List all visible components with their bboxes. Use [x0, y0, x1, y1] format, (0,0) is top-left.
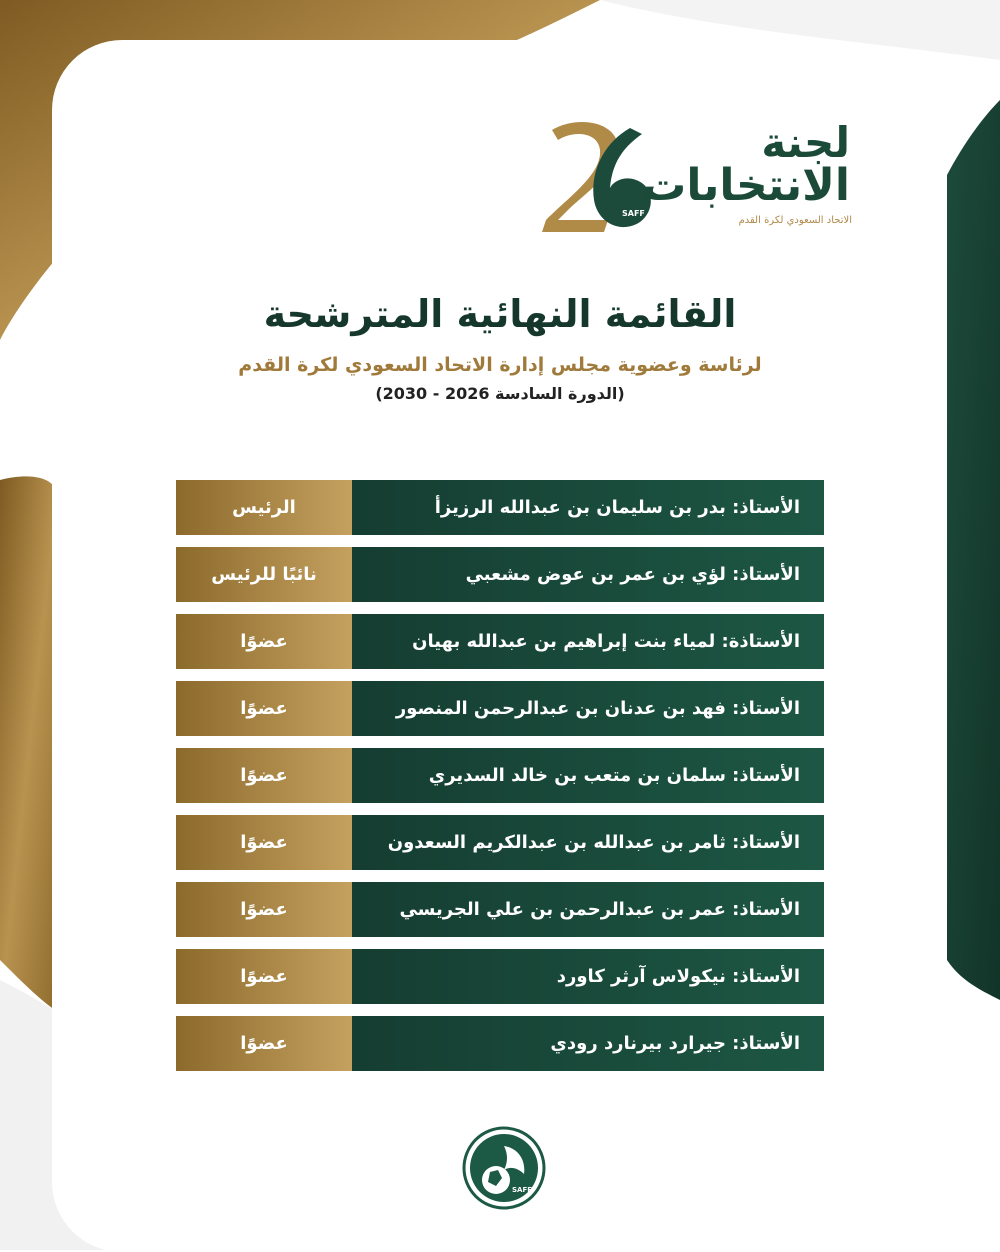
logo-line-2: الانتخابات: [642, 160, 850, 211]
logo-subline: الاتحاد السعودي لكرة القدم: [738, 215, 852, 226]
candidate-row: [176, 480, 824, 535]
candidate-list: [176, 480, 824, 1083]
candidate-role: عضوًا: [176, 681, 352, 736]
candidate-role: عضوًا: [176, 815, 352, 870]
candidate-name: الأستاذ: بدر بن سليمان بن عبدالله الرزيزأ: [352, 480, 824, 535]
page-title: القائمة النهائية المترشحة: [263, 292, 737, 336]
emblem-text: SAFF: [512, 1186, 533, 1194]
candidate-row: [176, 815, 824, 870]
logo-mark-text: SAFF: [622, 209, 645, 218]
page-subtitle: لرئاسة وعضوية مجلس إدارة الاتحاد السعودي لكرة القدم: [238, 354, 762, 376]
candidate-name: الأستاذ: ثامر بن عبدالله بن عبدالكريم السعدون: [352, 815, 824, 870]
candidate-name: الأستاذ: نيكولاس آرثر كاورد: [352, 949, 824, 1004]
candidate-row: [176, 949, 824, 1004]
candidate-row: [176, 614, 824, 669]
candidate-name: الأستاذ: لؤي بن عمر بن عوض مشعبي: [352, 547, 824, 602]
candidate-role: عضوًا: [176, 614, 352, 669]
candidate-name: الأستاذة: لمياء بنت إبراهيم بن عبدالله بهيان: [352, 614, 824, 669]
candidate-row: [176, 748, 824, 803]
candidate-role: عضوًا: [176, 949, 352, 1004]
logo-line-1: لجنة: [761, 118, 850, 167]
candidate-row: [176, 882, 824, 937]
saff-emblem-icon: [462, 1126, 546, 1210]
candidate-role: عضوًا: [176, 748, 352, 803]
candidate-role: عضوًا: [176, 882, 352, 937]
candidate-name: الأستاذ: سلمان بن متعب بن خالد السديري: [352, 748, 824, 803]
candidate-role: عضوًا: [176, 1016, 352, 1071]
candidate-role: نائبًا للرئيس: [176, 547, 352, 602]
candidate-name: الأستاذ: جيرارد بيرنارد رودي: [352, 1016, 824, 1071]
candidate-row: [176, 681, 824, 736]
candidate-row: [176, 547, 824, 602]
candidate-role: الرئيس: [176, 480, 352, 535]
term-period: (الدورة السادسة 2026 - 2030): [375, 384, 625, 403]
saff-26-logo-icon: [330, 108, 660, 238]
candidate-name: الأستاذ: عمر بن عبدالرحمن بن علي الجريسي: [352, 882, 824, 937]
candidate-row: [176, 1016, 824, 1071]
candidate-name: الأستاذ: فهد بن عدنان بن عبدالرحمن المنصور: [352, 681, 824, 736]
